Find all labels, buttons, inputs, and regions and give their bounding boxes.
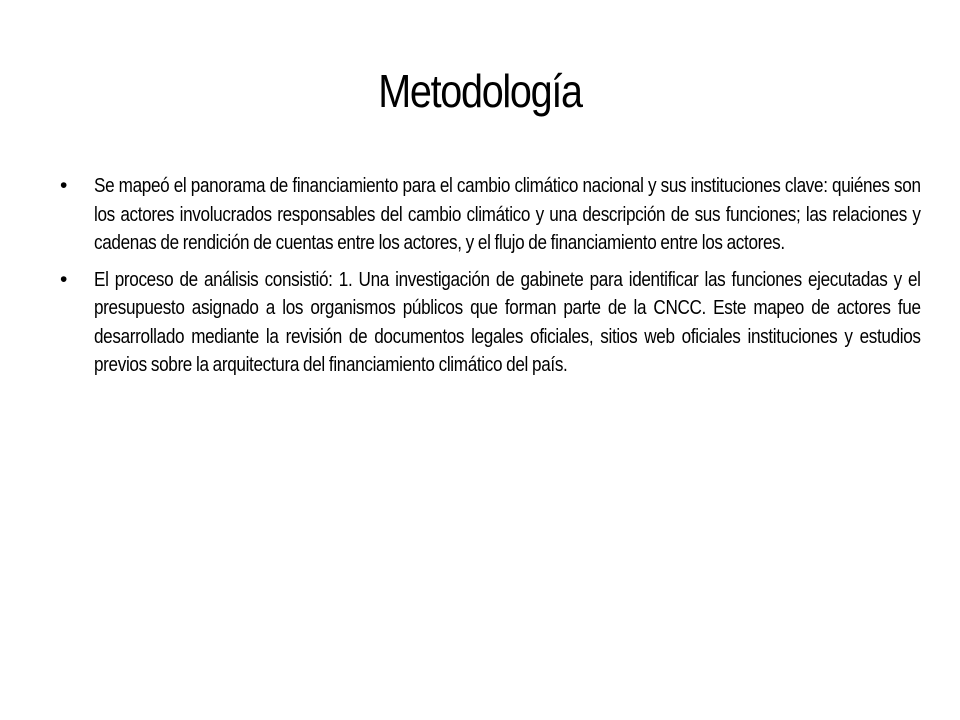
- slide-title: Metodología: [378, 65, 582, 117]
- bullet-text: El proceso de análisis consistió: 1. Una investigación de gabinete para identificar las funciones ejecutadas y el presupuesto asignado a los organismos públicos que forman parte de la CNCC. Este mapeo de actores fue desarrollado mediante la revisión de documentos legales oficiales, sitios web oficiales instituciones y estudios previos sobre la arquitectura del financiamiento climático del país.: [94, 267, 921, 376]
- bullet-list: [60, 172, 920, 388]
- bullet-item: [60, 266, 920, 380]
- bullet-marker: •: [60, 267, 68, 291]
- bullet-text: Se mapeó el panorama de financiamiento para el cambio climático nacional y sus instituciones clave: quiénes son los actores involucrados responsables del cambio climático y una descripción de sus funciones; las relaciones y cadenas de rendición de cuentas entre los actores, y el flujo de financiamiento entre los actores.: [94, 174, 921, 254]
- bullet-item: [60, 172, 920, 258]
- bullet-marker: •: [60, 174, 68, 197]
